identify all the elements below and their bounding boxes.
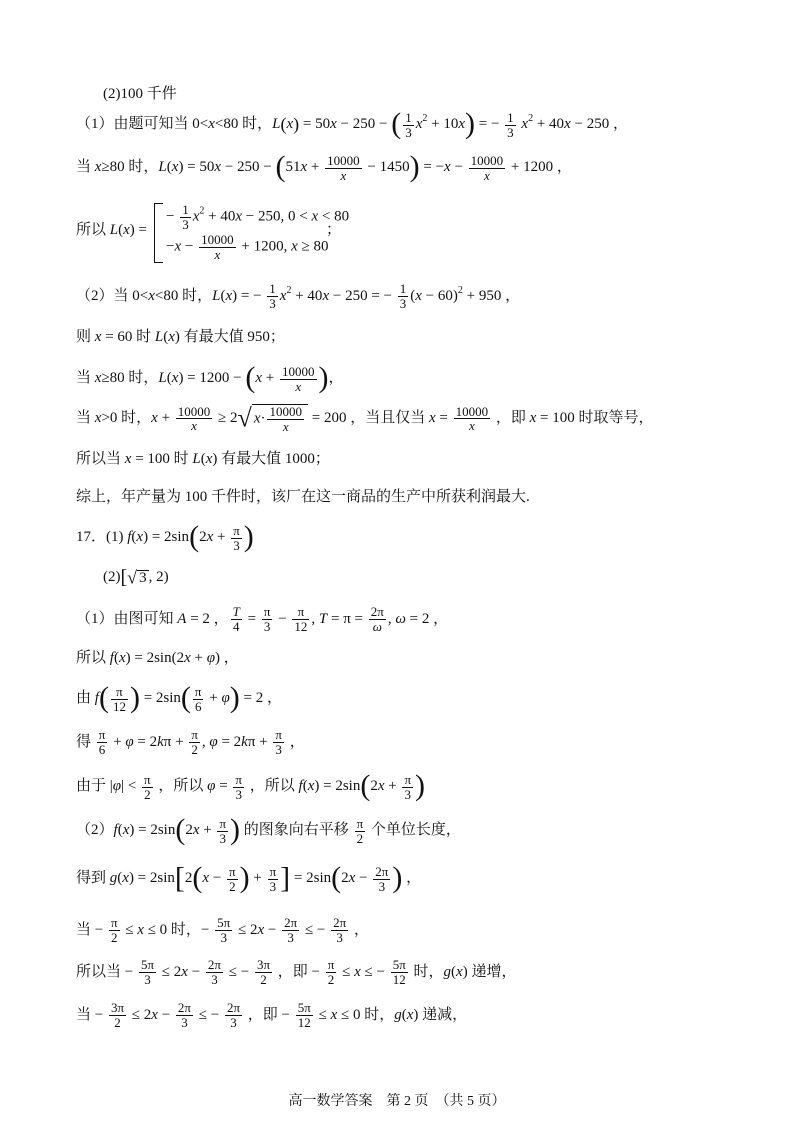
text-line-12: (2)[√ 3 , 2) [103,567,169,589]
text-line-21: 所以当 − $\frac{5\pi}{3}$ ≤ 2x − $\frac{2\pi}{3}$ ≤ − $\frac{3\pi}{2}$ ，即 − $\frac{\pi}{2}$ ≤ x ≤ − $\frac{5\pi}{12}$ 时，g(x) 递增， [76,957,517,987]
text-line-16: 得 $\frac{\pi}{6}$ + φ = 2kπ + $\frac{\pi}{2}$ , φ = 2kπ + $\frac{\pi}{3}$ ， [76,727,305,757]
text-line-7: 当 x≥80 时，L(x) = 1200 − (x + $\frac{10000}{x}$ )， [76,361,344,394]
text-line-3: 当 x≥80 时，L(x) = 50x − 250 − (51x + $\frac{10000}{x}$ − 1450) = −x − $\frac{10000}{x}$ + 1200 ， [76,150,572,183]
text-line-15: 由 f( $\frac{\pi}{12}$ ) = 2sin( $\frac{\pi}{6}$ + φ) = 2 ， [76,681,282,714]
text-line-13: （1）由图可知 A = 2 ， $\frac{T}{4}$ = $\frac{\pi}{3}$ − $\frac{\pi}{12}$ , T = π = $\frac{2\pi}{\omega}$ , ω = 2 ， [76,604,449,634]
text-line-22: 当 − $\frac{3\pi}{2}$ ≤ 2x − $\frac{2\pi}{3}$ ≤ − $\frac{2\pi}{3}$ ，即 − $\frac{5\pi}{12}$ ≤ x ≤ 0 时，g(x) 递减， [76,1000,468,1030]
text-line-17: 由于 |φ| < $\frac{\pi}{2}$ ，所以 φ = $\frac{\pi}{3}$ ，所以 f(x) = 2sin(2x + $\frac{\pi}{3}$ ) [76,769,426,802]
text-line-8: 当 x>0 时，x + $\frac{10000}{x}$ ≥ 2√ x· $\frac{10000}{x}$ = 200 ，当且仅当 x = $\frac{10000}{x}$ ，即 x = 100 时取等号， [76,403,654,434]
text-line-11: 17．(1) f(x) = 2sin(2x + $\frac{\pi}{3}$ ) [76,520,254,553]
page-footer: 高一数学答案 第 2 页 （共 5 页） [288,1094,506,1109]
text-line-9: 所以当 x = 100 时 L(x) 有最大值 1000； [76,451,330,467]
text-line-20: 当 − $\frac{\pi}{2}$ ≤ x ≤ 0 时，− $\frac{5\pi}{3}$ ≤ 2x − $\frac{2\pi}{3}$ ≤ − $\frac{2\pi}{3}$ ， [76,915,369,945]
text-line-18: （2）f(x) = 2sin(2x + $\frac{\pi}{3}$ ) 的图象向右平移 $\frac{\pi}{2}$ 个单位长度， [76,813,461,846]
text-line-2: （1）由题可知当 0<x<80 时，L(x) = 50x − 250 − ( $\frac{1}{3}$ $x^2 + 10x$) = − $\frac{1}{3}$ $x^2 + 40x - 250$ ， [76,107,628,140]
text-line-14: 所以 f(x) = 2sin(2x + φ) ， [76,650,239,666]
text-line-1: (2)100 千件 [103,86,177,102]
text-line-19: 得到 g(x) = 2sin[2(x − $\frac{\pi}{2}$ ) + $\frac{\pi}{3}$ ] = 2sin(2x − $\frac{2\pi}{3}$ ) ， [76,861,422,895]
text-line-10: 综上，年产量为 100 千件时，该厂在这一商品的生产中所获利润最大. [76,489,530,505]
text-line-6: 则 x = 60 时 L(x) 有最大值 950； [76,329,285,345]
text-line-5: （2）当 0<x<80 时，L(x) = − $\frac{1}{3}$ $x^2 + 40x - 250$ = − $\frac{1}{3}$ $(x - 60)^2 + 950$ ， [76,281,521,311]
